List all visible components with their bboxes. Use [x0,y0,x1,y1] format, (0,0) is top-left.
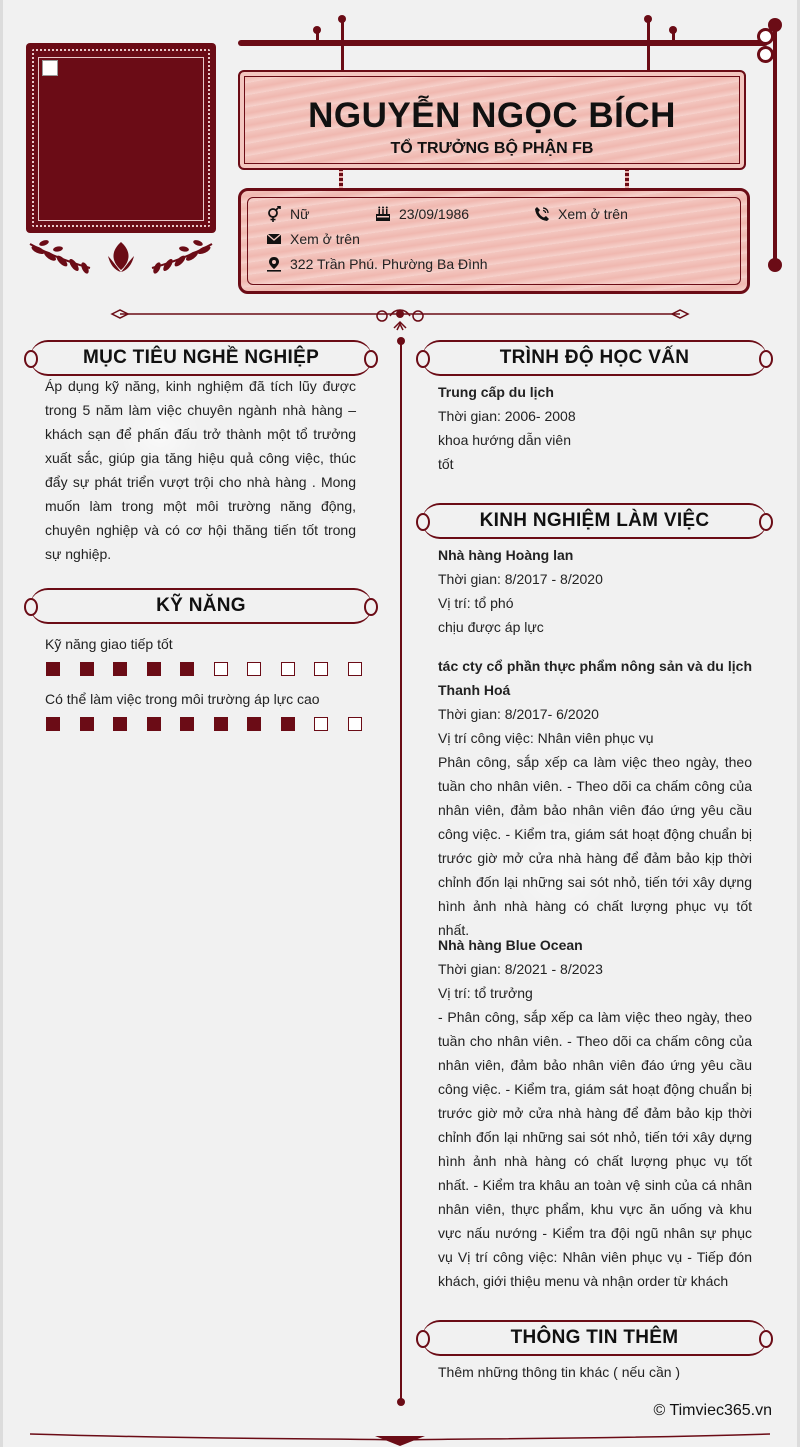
column-divider-dot [397,337,405,345]
job-company: Nhà hàng Hoàng lan [438,547,574,563]
gender-row [266,206,309,222]
location-pin-icon [266,256,282,272]
skill-dot-filled [46,717,60,731]
skill-dot-filled [214,717,228,731]
avatar-frame-inner-border [38,57,204,221]
objective-paragraph: Áp dụng kỹ năng, kinh nghiệm đã tích lũy được trong 5 năm làm việc chuyên ngành nhà hàng – khách sạn để phấn đấu trở thành một tổ trưởng xuất sắc, giúp gia tăng hiệu quả công việc, thúc đẩy sự phát triển vượt trội cho nhà hàng . Mong muốn làm trong một môi trường năng động, chuyên nghiệp và có cơ hội thăng tiến tốt trong sự nghiệp. [45,378,356,562]
right-pole [773,26,777,264]
education-heading: TRÌNH ĐỘ HỌC VẤN [422,340,767,376]
skill-dot-filled [80,662,94,676]
address-value: 322 Trần Phú. Phường Ba Đình [290,256,488,272]
job-entry [438,654,752,942]
column-divider [400,340,402,1402]
email-value: Xem ở trên [290,231,360,247]
skill-dot-filled [281,717,295,731]
pole-bottom-knob [768,258,782,272]
copyright[interactable]: © Timviec365.vn [653,1402,772,1419]
skill-rating [46,662,362,676]
avatar[interactable] [42,60,58,76]
skill-dot-empty [247,662,261,676]
skill-rating [46,717,362,731]
job-time: Thời gian: 8/2017- 6/2020 [438,706,599,722]
left-edge [0,0,3,1447]
birthday-value: 23/09/1986 [399,206,470,222]
name-board [238,70,746,170]
phone-value: Xem ở trên [558,206,628,222]
education-block [438,380,752,476]
skill-dot-empty [314,717,328,731]
skill-dot-filled [147,717,161,731]
header-post [341,20,344,70]
objective-heading: MỤC TIÊU NGHỀ NGHIỆP [30,340,372,376]
skill-label: Kỹ năng giao tiếp tốt [45,636,173,652]
extra-block [438,1360,752,1384]
email-row [266,231,360,247]
email-icon [266,231,282,247]
pole-ring [757,28,774,45]
job-description: Phân công, sắp xếp ca làm việc theo ngày, theo tuần cho nhân viên. - Theo dõi ca chấm công của nhân viên, đảm bảo nhân viên đáo ứng yêu cầu công việc. - Kiểm tra, giám sát hoạt động chuẩn bị trước giờ mở cửa nhà hàng để đảm bảo kịp thời chỉnh đốn lại những sai sót nhỏ, tiến tới xây dựng hình ảnh nhà hàng có chất lượng phục vụ tốt nhất. [438,754,752,938]
job-description: chịu được áp lực [438,619,544,635]
job-role: Vị trí: tổ trưởng [438,985,533,1001]
job-role: Vị trí: tổ phó [438,595,514,611]
bottom-ornament [30,1430,770,1447]
education-grade: tốt [438,456,454,472]
skills-heading: KỸ NĂNG [30,588,372,624]
extra-heading: THÔNG TIN THÊM [422,1320,767,1356]
skill-dot-filled [180,662,194,676]
skill-label: Có thể làm việc trong môi trường áp lực cao [45,691,320,707]
skill-dot-empty [348,662,362,676]
header-knob [338,15,346,23]
skill-dot-empty [214,662,228,676]
address-row [266,256,488,272]
skill-dot-filled [113,662,127,676]
education-school: Trung cấp du lịch [438,384,554,400]
skill-dot-filled [113,717,127,731]
header-knob [313,26,321,34]
extra-text: Thêm những thông tin khác ( nếu cần ) [438,1364,681,1380]
candidate-position: TỔ TRƯỞNG BỘ PHẬN FB [390,140,594,157]
job-company: Nhà hàng Blue Ocean [438,937,583,953]
skill-dot-filled [46,662,60,676]
experience-heading: KINH NGHIỆM LÀM VIỆC [422,503,767,539]
candidate-name: NGUYỄN NGỌC BÍCH [308,96,676,135]
phone-row [534,206,628,222]
job-description: - Phân công, sắp xếp ca làm việc theo ngày, theo tuần cho nhân viên. - Theo dõi ca chấm công của nhân viên, đảm bảo nhân viên đáo ứng yêu cầu công việc. - Kiểm tra, giám sát hoạt động chuẩn bị trước giờ mở cửa nhà hàng để đảm bảo kịp thời chỉnh đốn lại những sai sót nhỏ, tiến tới xây dựng hình ảnh nhà hàng có chất lượng phục vụ tốt nhất. - Kiểm tra khâu an toàn vệ sinh của cá nhân nhân viên, thực phẩm, khu vực ăn uống và khu vực nấu nướng - Kiểm tra đội ngũ nhân sự phục vụ Vị trí công việc: Nhân viên phục vụ - Tiếp đón khách, giới thiệu menu và nhận order từ khách [438,1009,752,1289]
birthday-cake-icon [375,206,391,222]
header-post [647,20,650,70]
pole-ring [757,46,774,63]
board-chain [339,168,343,188]
objective-text [45,374,356,566]
job-time: Thời gian: 8/2021 - 8/2023 [438,961,603,977]
job-role: Vị trí công việc: Nhân viên phục vụ [438,730,654,746]
skill-dot-filled [80,717,94,731]
skill-dot-empty [348,717,362,731]
gender-value: Nữ [290,206,310,222]
birthday-row [375,206,469,222]
job-entry [438,933,752,1293]
phone-icon [534,206,550,222]
skill-dot-empty [281,662,295,676]
skill-dot-filled [247,717,261,731]
column-divider-dot [397,1398,405,1406]
skill-dot-filled [180,717,194,731]
board-chain [625,168,629,188]
gender-icon [266,206,282,222]
skill-dot-empty [314,662,328,676]
skill-dot-filled [147,662,161,676]
laurel-ornament [28,238,214,278]
education-time: Thời gian: 2006- 2008 [438,408,576,424]
job-company: tác cty cổ phần thực phẩm nông sản và du lịch Thanh Hoá [438,658,752,698]
job-time: Thời gian: 8/2017 - 8/2020 [438,571,603,587]
header-knob [669,26,677,34]
education-major: khoa hướng dẫn viên [438,432,571,448]
job-entry [438,543,752,639]
header-knob [644,15,652,23]
